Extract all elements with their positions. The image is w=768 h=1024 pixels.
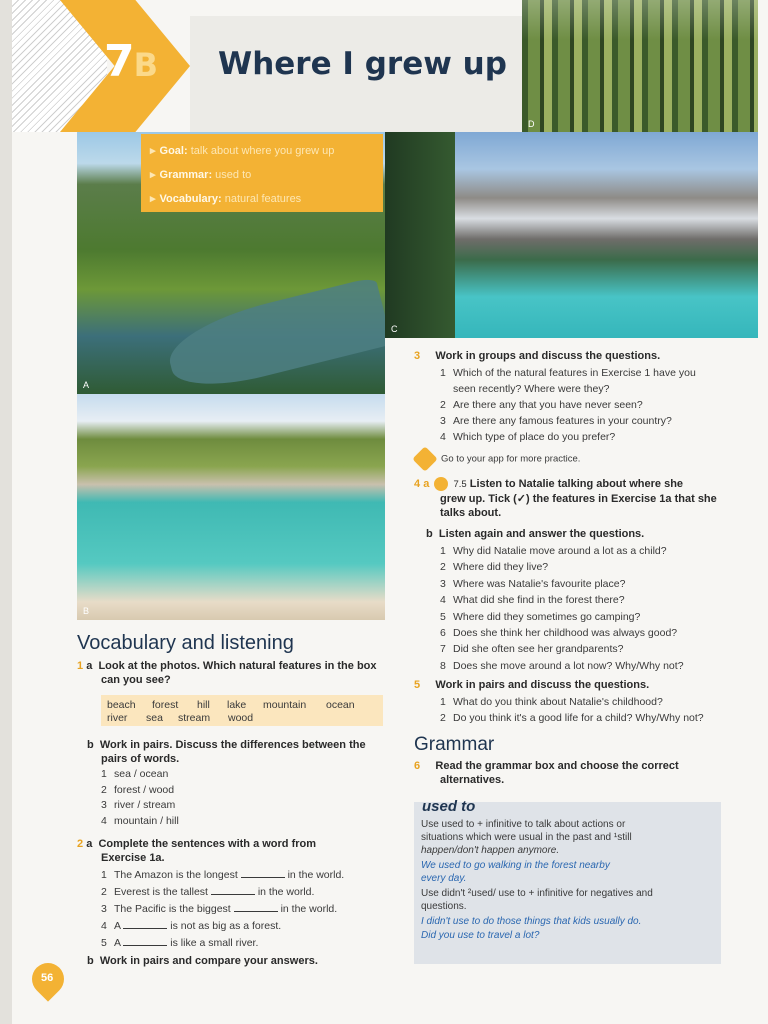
exercise-5 (414, 678, 649, 692)
exercise-number: 6 (414, 760, 421, 772)
vocab-word: beach (107, 699, 136, 711)
list-item: 2 Are there any that you have never seen? (440, 399, 643, 411)
grammar-example: I didn't use to do those things that kids usually do. (421, 916, 642, 927)
list-item: 2 forest / wood (101, 783, 175, 796)
grammar-rule: questions. (421, 901, 467, 912)
exercise-letter: b (87, 955, 94, 967)
photo-label: B (83, 606, 90, 616)
vocabulary-heading: Vocabulary and listening (77, 632, 294, 654)
list-item: 4 A is not as big as a forest. (101, 920, 282, 932)
vocab-word: wood (228, 712, 254, 724)
exercise-4a (414, 477, 683, 492)
list-item: seen recently? Where were they? (453, 383, 610, 395)
list-item: 1 What do you think about Natalie's childhood? (440, 696, 663, 708)
exercise-3-list (440, 365, 696, 445)
exercise-6 (414, 759, 679, 773)
grammar-rule: Use didn't ²used/ use to + infinitive for negatives and (421, 888, 653, 899)
audio-track: 7.5 (453, 479, 467, 490)
vocab-word: forest (152, 699, 179, 711)
answer-blank[interactable] (234, 901, 278, 912)
photo-label: C (391, 324, 398, 334)
exercise-letter: b (87, 739, 94, 751)
river-shape (162, 276, 385, 394)
list-item: 4 Which type of place do you prefer? (440, 431, 616, 443)
vocab-word: river (107, 712, 128, 724)
trees-shape (385, 132, 455, 338)
page-title: Where I grew up (218, 46, 507, 82)
list-item: 4 What did she find in the forest there? (440, 594, 625, 607)
photo-b-coast (77, 394, 385, 620)
photo-label: D (528, 119, 535, 129)
exercise-4b-list (440, 543, 684, 674)
unit-letter: B (133, 46, 158, 84)
vocab-word: stream (178, 712, 211, 724)
answer-blank[interactable] (123, 935, 167, 946)
exercise-2a (77, 837, 316, 851)
exercise-1b (87, 738, 366, 752)
list-item: 1 The Amazon is the longest in the world. (101, 869, 345, 881)
list-item: 3 river / stream (101, 799, 176, 811)
exercise-letter: a (423, 478, 430, 490)
vocab-word: hill (197, 699, 210, 711)
goal-value: natural features (224, 193, 302, 205)
exercise-1a (77, 659, 377, 673)
list-item: 3 Where was Natalie's favourite place? (440, 577, 626, 590)
exercise-4b (426, 527, 644, 541)
list-item: 5 A is like a small river. (101, 937, 259, 949)
photo-c-mountain-lake (385, 132, 758, 338)
exercise-text-cont: can you see? (101, 674, 171, 686)
list-item: 3 Are there any famous features in your country? (440, 415, 672, 427)
list-item: 4 mountain / hill (101, 814, 179, 827)
exercise-5-list (440, 694, 704, 726)
exercise-number: 5 (414, 679, 421, 691)
exercise-number: 4 (414, 478, 421, 490)
grammar-box-title: used to (422, 798, 476, 815)
exercise-text-cont: talks about. (440, 507, 502, 519)
exercise-text-cont: pairs of words. (101, 753, 180, 765)
exercise-letter: a (86, 838, 93, 850)
exercise-text-cont: Exercise 1a. (101, 852, 165, 864)
exercise-3 (414, 349, 660, 363)
list-item: 1 Why did Natalie move around a lot as a child? (440, 545, 667, 557)
exercise-letter: a (86, 660, 93, 672)
grammar-example: every day. (421, 873, 467, 884)
vocab-word: ocean (326, 699, 355, 711)
list-item: 8 Does she move around a lot now? Why/Why not? (440, 659, 684, 672)
list-item: 7 Did she often see her grandparents? (440, 643, 624, 656)
goal-label: Grammar: (159, 169, 213, 181)
exercise-1b-list (101, 767, 179, 829)
list-item: 6 Does she think her childhood was always good? (440, 627, 678, 640)
exercise-text: Work in pairs and discuss the questions. (435, 679, 650, 691)
app-icon (412, 446, 437, 471)
list-item: 2 Do you think it's a good life for a child? Why/Why not? (440, 712, 704, 724)
answer-blank[interactable] (123, 918, 167, 929)
exercise-text: Work in pairs. Discuss the differences between the (99, 739, 366, 751)
goal-value: talk about where you grew up (190, 145, 335, 157)
goal-row: ▸ Goal: talk about where you grew up (150, 145, 335, 157)
list-item: 5 Where did they sometimes go camping? (440, 610, 641, 623)
goal-label: Goal: (159, 145, 188, 157)
page-edge (0, 0, 12, 1024)
photo-d-forest (522, 0, 758, 132)
list-item: 3 The Pacific is the biggest in the world. (101, 903, 338, 915)
list-item: 2 Where did they live? (440, 561, 549, 574)
exercise-number: 2 (77, 838, 84, 850)
grammar-rule: happen/don't happen anymore. (421, 845, 560, 856)
exercise-letter: b (426, 528, 433, 540)
unit-number-digit: 7 (104, 36, 134, 87)
exercise-2a-list (101, 867, 344, 952)
grammar-goal-row: ▸ Grammar: used to (150, 169, 252, 181)
app-prompt[interactable] (414, 450, 580, 468)
grammar-example: Did you use to travel a lot? (421, 930, 540, 941)
exercise-number: 3 (414, 350, 421, 362)
exercise-text: Work in groups and discuss the questions. (435, 350, 661, 362)
exercise-text: Look at the photos. Which natural features in the box (98, 660, 377, 672)
grammar-rule: Use used to + infinitive to talk about actions or (421, 819, 626, 830)
answer-blank[interactable] (211, 884, 255, 895)
page-number: 56 (41, 972, 54, 984)
grammar-rule: situations which were usual in the past and ¹still (421, 832, 632, 843)
exercise-2b (87, 954, 318, 968)
list-item: 1 sea / ocean (101, 768, 169, 780)
list-item: 2 Everest is the tallest in the world. (101, 886, 315, 898)
answer-blank[interactable] (241, 867, 285, 878)
vocabulary-box (101, 695, 383, 726)
exercise-text: Complete the sentences with a word from (98, 838, 317, 850)
goal-label: Vocabulary: (159, 193, 222, 205)
audio-icon[interactable] (434, 477, 448, 491)
exercise-text: Listen to Natalie talking about where she (469, 478, 684, 490)
vocabulary-goal-row: ▸ Vocabulary: natural features (150, 193, 302, 205)
exercise-text: Read the grammar box and choose the correct (435, 760, 679, 772)
goal-value: used to (215, 169, 252, 181)
unit-number (104, 36, 157, 87)
vocab-word: lake (227, 699, 247, 711)
exercise-text: Work in pairs and compare your answers. (99, 955, 318, 967)
vocab-word: sea (146, 712, 163, 724)
exercise-text-cont: alternatives. (440, 774, 505, 786)
exercise-text: Listen again and answer the questions. (438, 528, 645, 540)
grammar-example: We used to go walking in the forest nearby (421, 860, 610, 871)
list-item: 1 Which of the natural features in Exercise 1 have you (440, 367, 696, 379)
exercise-text-cont: grew up. Tick (✓) the features in Exercise 1a that she (440, 493, 717, 505)
vocab-word: mountain (263, 699, 307, 711)
photo-label: A (83, 380, 90, 390)
grammar-heading: Grammar (414, 734, 495, 755)
exercise-number: 1 (77, 660, 84, 672)
app-text: Go to your app for more practice. (441, 453, 581, 465)
